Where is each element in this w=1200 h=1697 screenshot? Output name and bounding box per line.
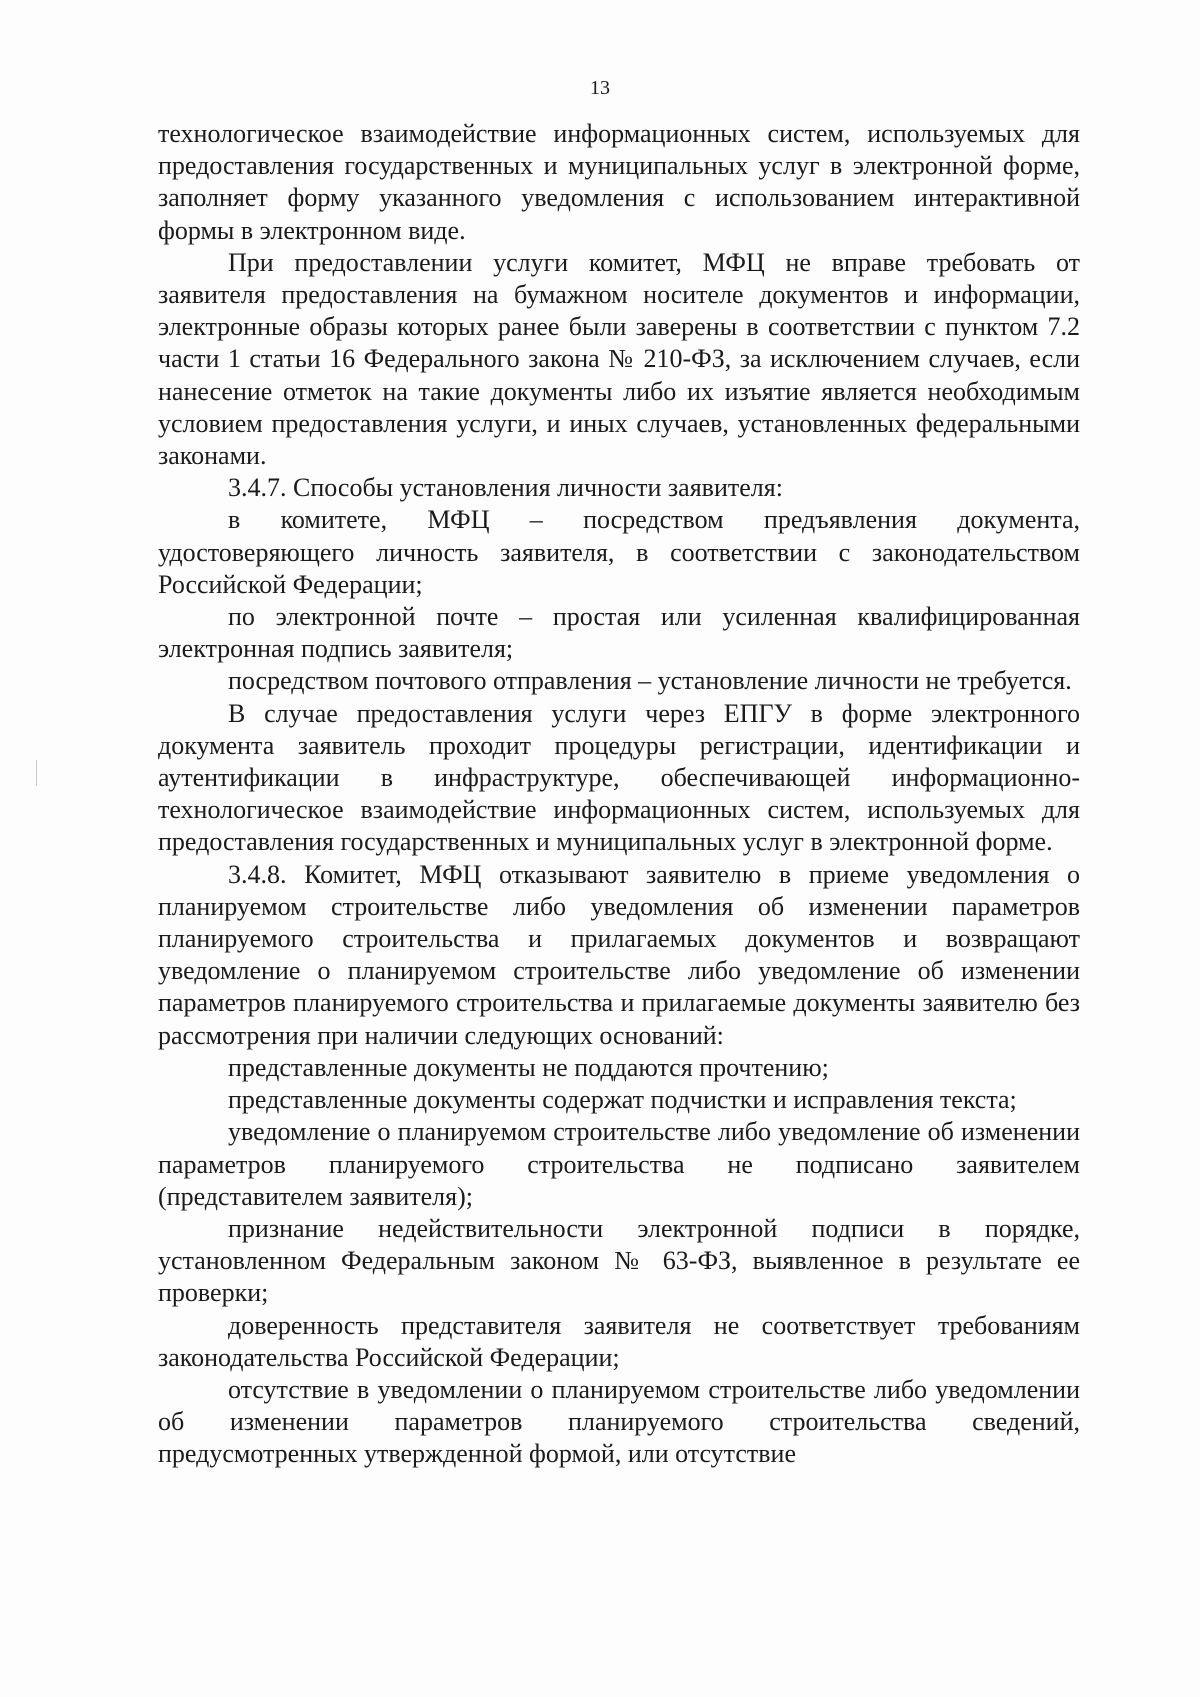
list-item-email: по электронной почте – простая или усиленная квалифицированная электронная подпись заявителя; [158,602,1080,664]
scan-artifact-line [36,760,37,786]
paragraph-document-requirements: При предоставлении услуги комитет, МФЦ не вправе требовать от заявителя предоставления на бумажном носителе документов и информации, электронные образы которых ранее были заверены в соответствии с пунктом 7.2 части 1 статьи 16 Федерального закона № 210-ФЗ, за исключением случаев, если нанесение отметок на такие документы либо их изъятие является необходимым условием предоставления услуги, и иных случаев, установленных федеральными законами. [158,247,1080,471]
list-item-in-person: в комитете, МФЦ – посредством предъявления документа, удостоверяющего личность заявителя, в соответствии с законодательством Российской Федерации; [158,505,1080,599]
page-number: 13 [590,77,610,99]
document-body [158,118,1080,1471]
section-heading-3-4-7: 3.4.7. Способы установления личности заявителя: [228,473,783,503]
list-item-post: посредством почтового отправления – установление личности не требуется. [228,666,1072,696]
list-item-invalid-signature: признание недействительности электронной подписи в порядке, установленном Федеральным законом № 63-ФЗ, выявленное в результате ее проверки; [158,1213,1080,1308]
paragraph-continuation: технологическое взаимодействие информационных систем, используемых для предоставления государственных и муниципальных услуг в электронной форме, заполняет форму указанного уведомления с использованием интерактивной формы в электронном виде. [158,119,1080,245]
list-item-missing-info: отсутствие в уведомлении о планируемом строительстве либо уведомлении об изменении параметров планируемого строительства сведений, предусмотренных утвержденной формой, или отсутствие [158,1374,1080,1469]
list-item-not-signed: уведомление о планируемом строительстве либо уведомление об изменении параметров планируемого строительства не подписано заявителем (представителем заявителя); [158,1117,1080,1211]
list-item-power-of-attorney: доверенность представителя заявителя не соответствует требованиям законодательства Российской Федерации; [158,1310,1080,1372]
list-item-unreadable: представленные документы не поддаются прочтению; [228,1052,829,1082]
paragraph-epgu: В случае предоставления услуги через ЕПГУ в форме электронного документа заявитель проходит процедуры регистрации, идентификации и аутентификации в инфраструктуре, обеспечивающей информационно-технологическое взаимодействие информационных систем, используемых для предоставления государственных и муниципальных услуг в электронной форме. [158,698,1080,857]
list-item-corrections: представленные документы содержат подчистки и исправления текста; [228,1085,1017,1115]
section-paragraph-3-4-8: 3.4.8. Комитет, МФЦ отказывают заявителю в приеме уведомления о планируемом строительстве либо уведомления об изменении параметров планируемого строительства и прилагаемых документов и возвращают уведомление о планируемом строительстве либо уведомление об изменении параметров планируемого строительства и прилагаемые документы заявителю без рассмотрения при наличии следующих оснований: [158,859,1080,1050]
